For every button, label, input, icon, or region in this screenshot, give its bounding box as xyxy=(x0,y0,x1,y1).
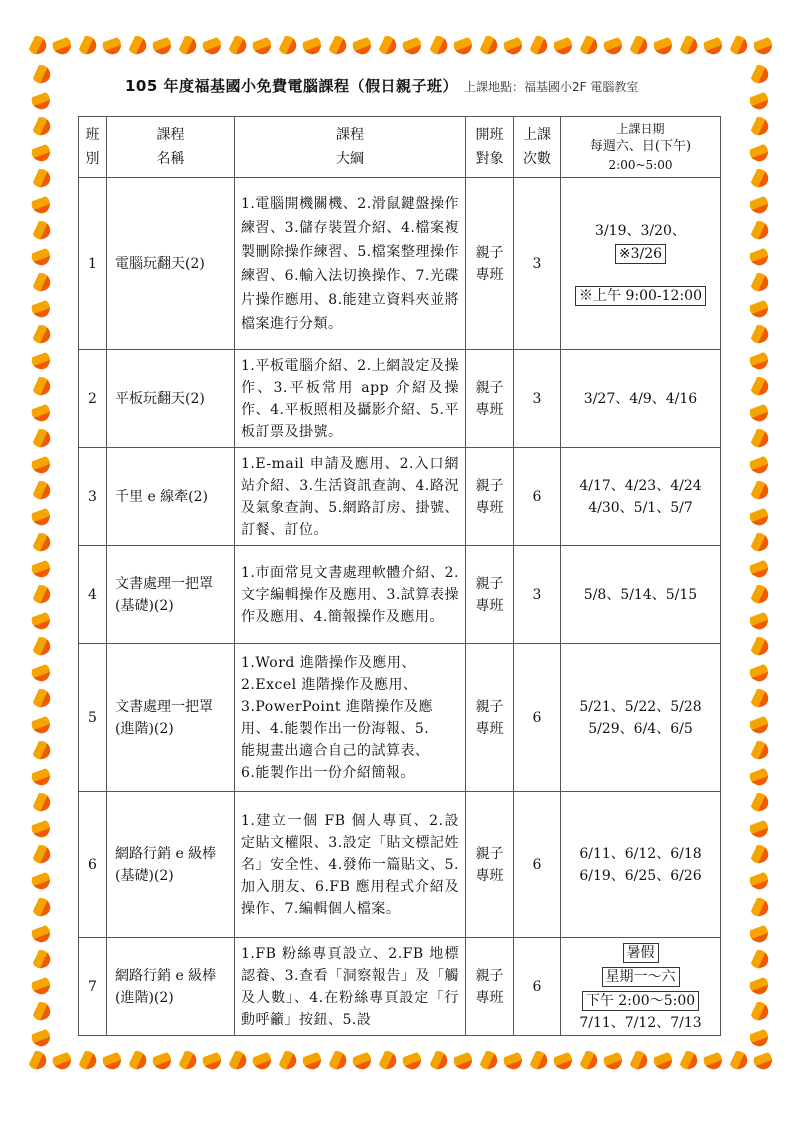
candy-corn-icon xyxy=(32,663,50,681)
candy-corn-icon xyxy=(32,91,50,109)
candy-corn-icon xyxy=(32,741,50,759)
candy-corn-icon xyxy=(504,36,522,54)
candy-corn-icon xyxy=(32,1002,50,1020)
candy-corn-icon xyxy=(729,36,747,54)
course-name: 平板玩翻天(2) xyxy=(107,350,235,448)
candy-corn-icon xyxy=(750,117,768,135)
candy-corn-icon xyxy=(28,36,46,54)
header-target: 開班 對象 xyxy=(466,117,514,178)
candy-corn-icon xyxy=(32,273,50,291)
class-location: 上課地點：福基國小2F 電腦教室 xyxy=(464,80,639,94)
candy-corn-icon xyxy=(32,898,50,916)
decorative-border-bottom xyxy=(28,1051,772,1069)
time-label: 下午 2:00～5:00 xyxy=(582,991,699,1011)
candy-corn-icon xyxy=(750,1028,768,1046)
candy-corn-icon xyxy=(203,1051,221,1069)
candy-corn-icon xyxy=(750,689,768,707)
candy-corn-icon xyxy=(754,1051,772,1069)
class-dates: 5/8、5/14、5/15 xyxy=(561,546,721,644)
candy-corn-icon xyxy=(750,481,768,499)
candy-corn-icon xyxy=(429,1051,447,1069)
candy-corn-icon xyxy=(479,36,497,54)
candy-corn-icon xyxy=(750,455,768,473)
candy-corn-icon xyxy=(629,36,647,54)
candy-corn-icon xyxy=(750,976,768,994)
candy-corn-icon xyxy=(228,36,246,54)
candy-corn-icon xyxy=(178,1051,196,1069)
course-outline: 1.建立一個 FB 個人專頁、2.設定貼文權限、3.設定「貼文標記姓名」安全性、4.發佈一篇貼文、5.加入朋友、6.FB 應用程式介紹及操作、7.編輯個人檔案。 xyxy=(235,792,466,938)
table-row xyxy=(79,792,721,938)
course-outline: 1.市面常見文書處理軟體介紹、2.文字編輯操作及應用、3.試算表操作及應用、4.簡報操作及應用。 xyxy=(235,546,466,644)
table-row xyxy=(79,350,721,448)
candy-corn-icon xyxy=(53,1051,71,1069)
candy-corn-icon xyxy=(32,767,50,785)
header-class-no: 班 別 xyxy=(79,117,107,178)
candy-corn-icon xyxy=(32,403,50,421)
candy-corn-icon xyxy=(32,950,50,968)
table-header-row xyxy=(79,117,721,178)
class-target: 親子 專班 xyxy=(466,938,514,1036)
candy-corn-icon xyxy=(750,533,768,551)
candy-corn-icon xyxy=(203,36,221,54)
class-no: 6 xyxy=(79,792,107,938)
class-dates: 4/17、4/23、4/24 4/30、5/1、5/7 xyxy=(561,448,721,546)
candy-corn-icon xyxy=(32,611,50,629)
candy-corn-icon xyxy=(604,36,622,54)
candy-corn-icon xyxy=(750,169,768,187)
candy-corn-icon xyxy=(529,36,547,54)
candy-corn-icon xyxy=(153,1051,171,1069)
candy-corn-icon xyxy=(750,950,768,968)
class-dates: 3/27、4/9、4/16 xyxy=(561,350,721,448)
course-table xyxy=(78,116,721,1036)
candy-corn-icon xyxy=(750,143,768,161)
candy-corn-icon xyxy=(679,1051,697,1069)
candy-corn-icon xyxy=(579,36,597,54)
candy-corn-icon xyxy=(32,819,50,837)
candy-corn-icon xyxy=(278,36,296,54)
course-name: 網路行銷 e 級棒 (基礎)(2) xyxy=(107,792,235,938)
class-dates: 6/11、6/12、6/18 6/19、6/25、6/26 xyxy=(561,792,721,938)
candy-corn-icon xyxy=(32,247,50,265)
candy-corn-icon xyxy=(750,377,768,395)
candy-corn-icon xyxy=(750,637,768,655)
candy-corn-icon xyxy=(32,299,50,317)
decorative-border-left xyxy=(32,65,50,1046)
course-outline: 1.Word 進階操作及應用、 2.Excel 進階操作及應用、 3.PowerPoint 進階操作及應 用、4.能製作出一份海報、5. 能規畫出適合自己的試算表、 6.能製作出一份介紹簡報。 xyxy=(235,644,466,792)
decorative-border-top xyxy=(28,36,772,54)
candy-corn-icon xyxy=(32,976,50,994)
candy-corn-icon xyxy=(32,325,50,343)
candy-corn-icon xyxy=(78,36,96,54)
candy-corn-icon xyxy=(750,793,768,811)
class-no: 2 xyxy=(79,350,107,448)
candy-corn-icon xyxy=(729,1051,747,1069)
course-outline: 1.平板電腦介紹、2.上網設定及操作、3.平板常用 app 介紹及操作、4.平板照相及攝影介紹、5.平板訂票及掛號。 xyxy=(235,350,466,448)
candy-corn-icon xyxy=(32,143,50,161)
candy-corn-icon xyxy=(579,1051,597,1069)
candy-corn-icon xyxy=(754,36,772,54)
candy-corn-icon xyxy=(704,1051,722,1069)
candy-corn-icon xyxy=(32,481,50,499)
candy-corn-icon xyxy=(750,325,768,343)
candy-corn-icon xyxy=(253,1051,271,1069)
candy-corn-icon xyxy=(750,403,768,421)
header-course-outline: 課程 大綱 xyxy=(235,117,466,178)
session-count: 3 xyxy=(514,350,561,448)
candy-corn-icon xyxy=(32,455,50,473)
candy-corn-icon xyxy=(750,299,768,317)
candy-corn-icon xyxy=(32,65,50,83)
candy-corn-icon xyxy=(328,36,346,54)
course-outline: 1.電腦開機關機、2.滑鼠鍵盤操作練習、3.儲存裝置介紹、4.檔案複製刪除操作練習、5.檔案整理操作練習、6.輸入法切換操作、7.光碟片操作應用、8.能建立資料夾並將檔案進行分類。 xyxy=(235,178,466,350)
class-target: 親子 專班 xyxy=(466,644,514,792)
class-target: 親子 專班 xyxy=(466,350,514,448)
candy-corn-icon xyxy=(529,1051,547,1069)
candy-corn-icon xyxy=(32,585,50,603)
candy-corn-icon xyxy=(32,559,50,577)
candy-corn-icon xyxy=(654,36,672,54)
candy-corn-icon xyxy=(629,1051,647,1069)
candy-corn-icon xyxy=(750,351,768,369)
candy-corn-icon xyxy=(32,195,50,213)
candy-corn-icon xyxy=(679,36,697,54)
candy-corn-icon xyxy=(604,1051,622,1069)
candy-corn-icon xyxy=(32,715,50,733)
candy-corn-icon xyxy=(128,36,146,54)
course-name: 電腦玩翻天(2) xyxy=(107,178,235,350)
candy-corn-icon xyxy=(750,1002,768,1020)
candy-corn-icon xyxy=(554,1051,572,1069)
candy-corn-icon xyxy=(479,1051,497,1069)
candy-corn-icon xyxy=(378,1051,396,1069)
header-session-count: 上課 次數 xyxy=(514,117,561,178)
candy-corn-icon xyxy=(750,585,768,603)
class-target: 親子 專班 xyxy=(466,546,514,644)
candy-corn-icon xyxy=(403,36,421,54)
course-name: 網路行銷 e 級棒 (進階)(2) xyxy=(107,938,235,1036)
candy-corn-icon xyxy=(403,1051,421,1069)
candy-corn-icon xyxy=(750,871,768,889)
candy-corn-icon xyxy=(103,1051,121,1069)
candy-corn-icon xyxy=(32,924,50,942)
session-count: 3 xyxy=(514,546,561,644)
session-count: 6 xyxy=(514,644,561,792)
candy-corn-icon xyxy=(32,429,50,447)
page-header xyxy=(125,75,765,96)
decorative-border-right xyxy=(750,65,768,1046)
candy-corn-icon xyxy=(750,819,768,837)
time-note-boxed: ※上午 9:00-12:00 xyxy=(575,286,706,306)
class-no: 1 xyxy=(79,178,107,350)
candy-corn-icon xyxy=(750,845,768,863)
candy-corn-icon xyxy=(750,741,768,759)
candy-corn-icon xyxy=(32,221,50,239)
candy-corn-icon xyxy=(429,36,447,54)
header-dates: 上課日期 每週六、日(下午) 2:00~5:00 xyxy=(561,117,721,178)
candy-corn-icon xyxy=(750,559,768,577)
candy-corn-icon xyxy=(32,351,50,369)
class-target: 親子 專班 xyxy=(466,792,514,938)
candy-corn-icon xyxy=(32,637,50,655)
candy-corn-icon xyxy=(128,1051,146,1069)
candy-corn-icon xyxy=(32,845,50,863)
candy-corn-icon xyxy=(454,36,472,54)
candy-corn-icon xyxy=(750,924,768,942)
candy-corn-icon xyxy=(32,117,50,135)
candy-corn-icon xyxy=(750,767,768,785)
candy-corn-icon xyxy=(750,221,768,239)
class-no: 4 xyxy=(79,546,107,644)
course-name: 文書處理一把罩 (基礎)(2) xyxy=(107,546,235,644)
candy-corn-icon xyxy=(504,1051,522,1069)
table-row xyxy=(79,938,721,1036)
summer-label: 暑假 xyxy=(623,943,659,963)
candy-corn-icon xyxy=(750,247,768,265)
candy-corn-icon xyxy=(32,871,50,889)
candy-corn-icon xyxy=(103,36,121,54)
candy-corn-icon xyxy=(303,1051,321,1069)
candy-corn-icon xyxy=(750,507,768,525)
header-course-name: 課程 名稱 xyxy=(107,117,235,178)
table-row xyxy=(79,546,721,644)
table-row xyxy=(79,644,721,792)
candy-corn-icon xyxy=(454,1051,472,1069)
class-dates: 5/21、5/22、5/28 5/29、6/4、6/5 xyxy=(561,644,721,792)
course-name: 文書處理一把罩 (進階)(2) xyxy=(107,644,235,792)
candy-corn-icon xyxy=(253,36,271,54)
page-title: 105 年度福基國小免費電腦課程（假日親子班） xyxy=(125,77,459,95)
class-target: 親子 專班 xyxy=(466,178,514,350)
candy-corn-icon xyxy=(750,195,768,213)
class-dates: 暑假 星期一～六 下午 2:00～5:00 7/11、7/12、7/13 xyxy=(561,938,721,1036)
class-no: 3 xyxy=(79,448,107,546)
candy-corn-icon xyxy=(750,611,768,629)
candy-corn-icon xyxy=(32,1028,50,1046)
candy-corn-icon xyxy=(750,429,768,447)
candy-corn-icon xyxy=(32,507,50,525)
candy-corn-icon xyxy=(32,689,50,707)
candy-corn-icon xyxy=(554,36,572,54)
course-name: 千里 e 線牽(2) xyxy=(107,448,235,546)
candy-corn-icon xyxy=(178,36,196,54)
class-dates: 3/19、3/20、 ※3/26 ※上午 9:00-12:00 xyxy=(561,178,721,350)
candy-corn-icon xyxy=(378,36,396,54)
candy-corn-icon xyxy=(750,273,768,291)
candy-corn-icon xyxy=(353,1051,371,1069)
weekday-label: 星期一～六 xyxy=(602,967,680,987)
candy-corn-icon xyxy=(750,663,768,681)
course-outline: 1.FB 粉絲專頁設立、2.FB 地標認養、3.查看「洞察報告」及「觸及人數」、4.在粉絲專頁設定「行動呼籲」按鈕、5.設 xyxy=(235,938,466,1036)
candy-corn-icon xyxy=(328,1051,346,1069)
table-row xyxy=(79,178,721,350)
course-outline: 1.E-mail 申請及應用、2.入口網站介紹、3.生活資訊查詢、4.路況及氣象查詢、5.網路訂房、掛號、訂餐、訂位。 xyxy=(235,448,466,546)
date-note-boxed: ※3/26 xyxy=(615,244,666,264)
candy-corn-icon xyxy=(704,36,722,54)
candy-corn-icon xyxy=(303,36,321,54)
class-no: 5 xyxy=(79,644,107,792)
candy-corn-icon xyxy=(32,169,50,187)
candy-corn-icon xyxy=(228,1051,246,1069)
candy-corn-icon xyxy=(353,36,371,54)
session-count: 6 xyxy=(514,792,561,938)
candy-corn-icon xyxy=(78,1051,96,1069)
session-count: 6 xyxy=(514,448,561,546)
candy-corn-icon xyxy=(750,898,768,916)
candy-corn-icon xyxy=(32,533,50,551)
candy-corn-icon xyxy=(278,1051,296,1069)
candy-corn-icon xyxy=(32,793,50,811)
candy-corn-icon xyxy=(53,36,71,54)
candy-corn-icon xyxy=(654,1051,672,1069)
candy-corn-icon xyxy=(32,377,50,395)
candy-corn-icon xyxy=(153,36,171,54)
class-target: 親子 專班 xyxy=(466,448,514,546)
candy-corn-icon xyxy=(28,1051,46,1069)
table-row xyxy=(79,448,721,546)
class-no: 7 xyxy=(79,938,107,1036)
session-count: 6 xyxy=(514,938,561,1036)
session-count: 3 xyxy=(514,178,561,350)
candy-corn-icon xyxy=(750,715,768,733)
